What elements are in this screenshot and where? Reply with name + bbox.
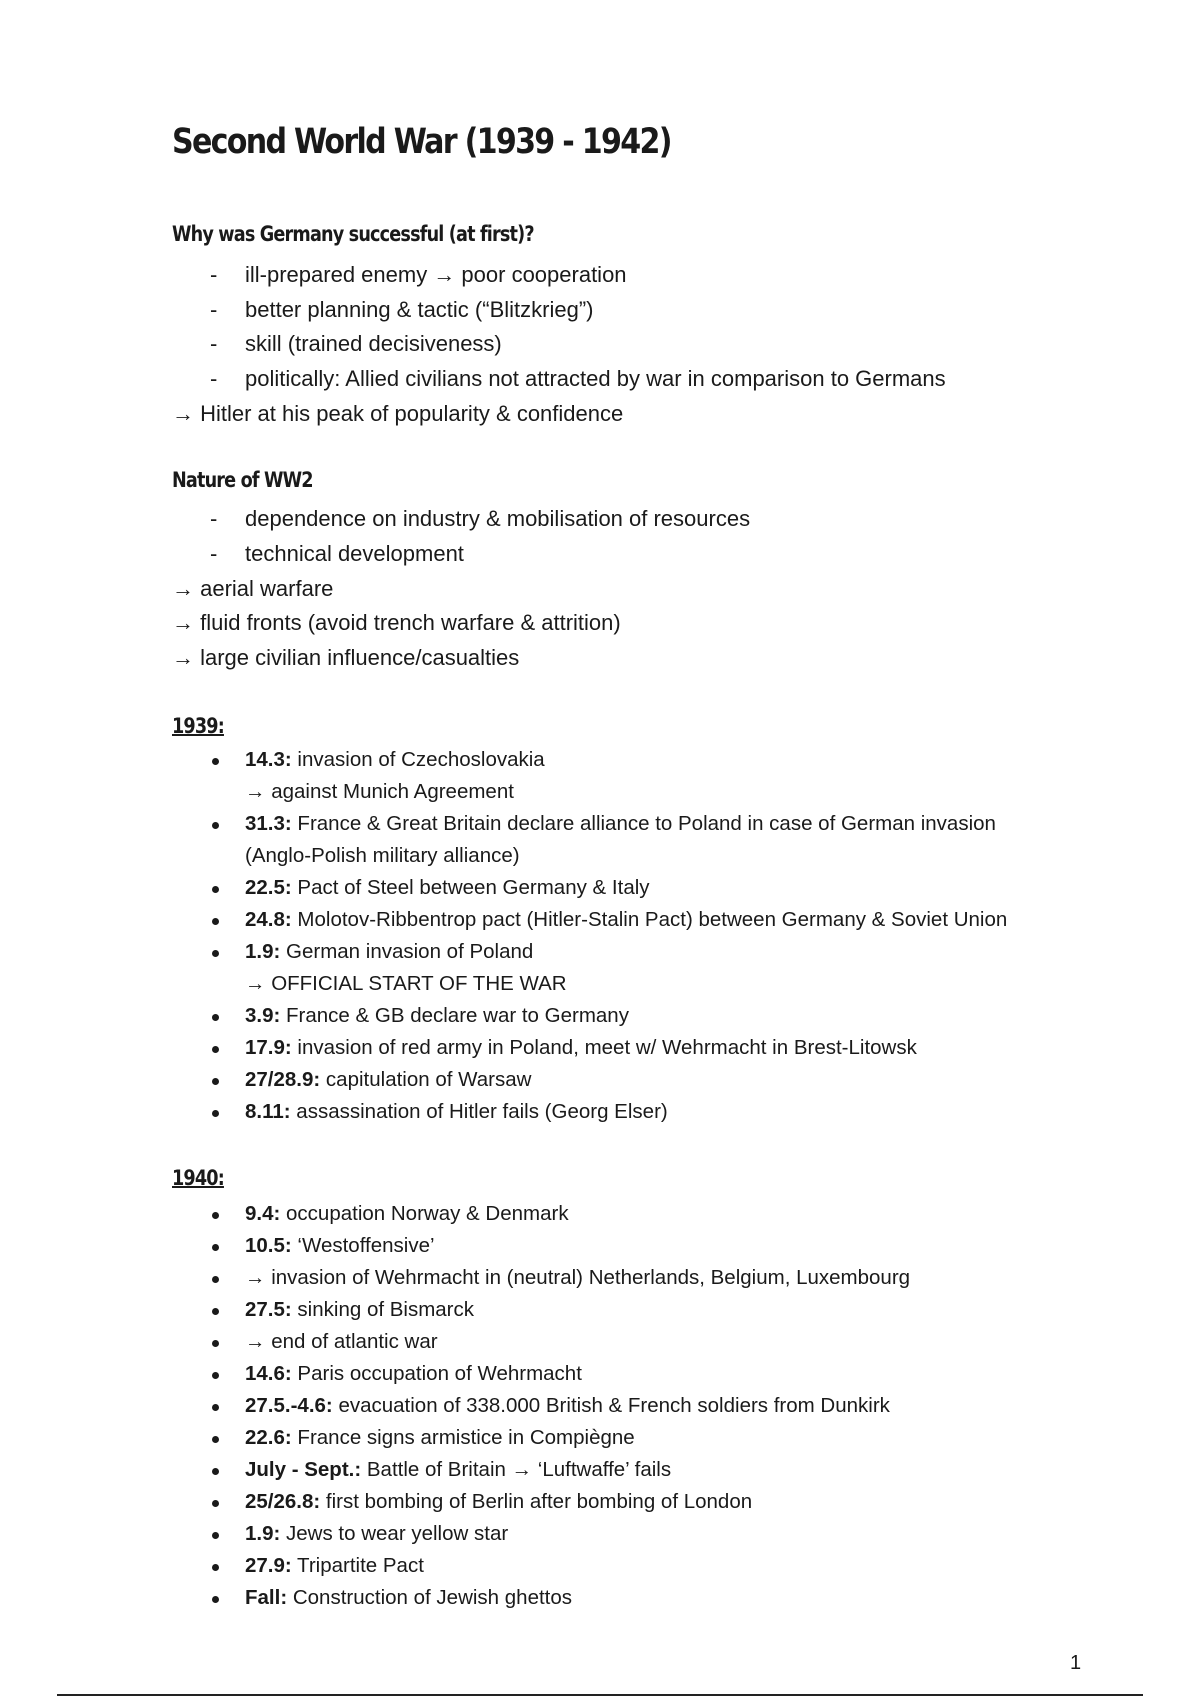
event-date: 14.6: (245, 1362, 292, 1385)
event-text: Tripartite Pact (291, 1554, 424, 1577)
bullet-icon (212, 1564, 219, 1571)
event-date: 17.9: (245, 1036, 292, 1059)
bullet-icon (212, 1212, 219, 1219)
list-item (0, 327, 946, 362)
year-1940-heading: 1940: (172, 1166, 224, 1190)
dash-marker: - (210, 540, 218, 566)
event-item (0, 744, 1007, 808)
event-item (0, 1518, 910, 1550)
event-item (0, 872, 1007, 904)
bullet-icon (212, 1532, 219, 1539)
bullet-icon (212, 950, 219, 957)
event-item (0, 904, 1007, 936)
event-date: 3.9: (245, 1004, 281, 1027)
event-subtext: → OFFICIAL START OF THE WAR (245, 972, 567, 995)
event-text: evacuation of 338.000 British & French soldiers from Dunkirk (332, 1394, 890, 1417)
event-item (0, 1064, 1007, 1096)
event-text: first bombing of Berlin after bombing of London (320, 1490, 753, 1513)
event-item (0, 1422, 910, 1454)
bullet-icon (212, 1244, 219, 1251)
event-item (0, 1032, 1007, 1064)
why-conclusion: → Hitler at his peak of popularity & confidence (172, 401, 624, 426)
bullet-icon (212, 1078, 219, 1085)
event-item (0, 1096, 1007, 1128)
event-date: 8.11: (245, 1100, 291, 1123)
bullet-icon (212, 886, 219, 893)
dash-marker: - (210, 262, 218, 287)
event-item (0, 1358, 910, 1390)
event-text: Construction of Jewish ghettos (287, 1586, 573, 1609)
event-text: Jews to wear yellow star (280, 1522, 509, 1545)
event-item (0, 1262, 910, 1294)
page-number: 1 (1070, 1652, 1082, 1674)
why-heading: Why was Germany successful (at first)? (172, 222, 534, 246)
event-item (0, 1550, 910, 1582)
event-item (0, 1230, 910, 1262)
dash-marker: - (210, 365, 218, 391)
event-text: Molotov-Ribbentrop pact (Hitler-Stalin Pact) between Germany & Soviet Union (291, 908, 1008, 931)
event-date: July - Sept.: (245, 1458, 362, 1481)
event-text: assassination of Hitler fails (Georg Elser) (290, 1100, 668, 1123)
event-item (0, 1198, 910, 1230)
page-title: Second World War (1939 - 1942) (172, 122, 671, 162)
event-text: Battle of Britain → ‘Luftwaffe’ fails (361, 1458, 672, 1481)
event-date: 22.5: (245, 876, 292, 899)
bullet-icon (212, 1046, 219, 1053)
events-1940-list (0, 1198, 910, 1614)
bullet-icon (212, 822, 219, 829)
list-item-text: better planning & tactic (“Blitzkrieg”) (245, 296, 594, 322)
event-date: 31.3: (245, 812, 292, 835)
event-item (0, 936, 1007, 1000)
bullet-icon (212, 1110, 219, 1117)
event-text: German invasion of Poland (280, 940, 534, 963)
dash-marker: - (210, 296, 218, 322)
list-item-text: technical development (245, 540, 464, 566)
event-date: 27/28.9: (245, 1068, 321, 1091)
list-item (0, 293, 946, 328)
event-date: 27.9: (245, 1554, 292, 1577)
event-date: 22.6: (245, 1426, 292, 1449)
event-text: invasion of red army in Poland, meet w/ Wehrmacht in Brest-Litowsk (291, 1036, 917, 1059)
event-date: 10.5: (245, 1234, 292, 1257)
event-text: Pact of Steel between Germany & Italy (291, 876, 650, 899)
bullet-icon (212, 1468, 219, 1475)
dash-marker: - (210, 331, 218, 356)
event-date: 1.9: (245, 1522, 281, 1545)
event-text: occupation Norway & Denmark (280, 1202, 569, 1225)
bullet-icon (212, 758, 219, 765)
event-date: 9.4: (245, 1202, 281, 1225)
event-item (0, 1000, 1007, 1032)
event-text: France signs armistice in Compiègne (291, 1426, 635, 1449)
bullet-icon (212, 1596, 219, 1603)
bullet-icon (212, 1308, 219, 1315)
event-text: → invasion of Wehrmacht in (neutral) Netherlands, Belgium, Luxembourg (245, 1266, 911, 1289)
list-item-text: skill (trained decisiveness) (245, 331, 502, 356)
event-date: 1.9: (245, 940, 281, 963)
bullet-icon (212, 1014, 219, 1021)
list-item-text: ill-prepared enemy → poor cooperation (245, 262, 627, 287)
bullet-icon (212, 1372, 219, 1379)
event-text: → end of atlantic war (245, 1330, 438, 1353)
event-date: 27.5: (245, 1298, 292, 1321)
event-date: 27.5.-4.6: (245, 1394, 333, 1417)
event-text: sinking of Bismarck (291, 1298, 475, 1321)
year-1939-heading: 1939: (172, 714, 224, 738)
event-date: 24.8: (245, 908, 292, 931)
bullet-icon (212, 1276, 219, 1283)
event-text: Paris occupation of Wehrmacht (291, 1362, 582, 1385)
event-text: capitulation of Warsaw (320, 1068, 532, 1091)
nature-list (0, 502, 750, 571)
list-item-text: politically: Allied civilians not attracted by war in comparison to Germans (245, 365, 946, 391)
nature-arrow-fronts: → fluid fronts (avoid trench warfare & attrition) (172, 610, 621, 635)
event-text: France & Great Britain declare alliance to Poland in case of German invasion (291, 812, 996, 835)
event-item (0, 808, 1007, 872)
list-item (0, 537, 750, 572)
nature-heading: Nature of WW2 (172, 468, 313, 492)
event-date: Fall: (245, 1586, 288, 1609)
event-subtext: → against Munich Agreement (245, 780, 514, 803)
event-subtext: (Anglo-Polish military alliance) (245, 844, 520, 867)
dash-marker: - (210, 506, 218, 531)
list-item-text: dependence on industry & mobilisation of resources (245, 506, 751, 531)
event-text: invasion of Czechoslovakia (291, 748, 545, 771)
list-item (0, 362, 946, 397)
event-text: ‘Westoffensive’ (291, 1234, 435, 1257)
list-item (0, 258, 946, 293)
nature-arrow-aerial: → aerial warfare (172, 576, 334, 601)
event-item (0, 1486, 910, 1518)
bullet-icon (212, 1404, 219, 1411)
event-item (0, 1390, 910, 1422)
bullet-icon (212, 1500, 219, 1507)
bullet-icon (212, 1340, 219, 1347)
bullet-icon (212, 918, 219, 925)
nature-arrow-civilian: → large civilian influence/casualties (172, 645, 520, 670)
event-date: 25/26.8: (245, 1490, 321, 1513)
events-1939-list (0, 744, 1007, 1128)
event-text: France & GB declare war to Germany (280, 1004, 629, 1027)
why-list (0, 258, 946, 396)
event-date: 14.3: (245, 748, 292, 771)
list-item (0, 502, 750, 537)
footer-divider (57, 1694, 1143, 1696)
event-item (0, 1294, 910, 1326)
bullet-icon (212, 1436, 219, 1443)
event-item (0, 1454, 910, 1486)
event-item (0, 1326, 910, 1358)
event-item (0, 1582, 910, 1614)
